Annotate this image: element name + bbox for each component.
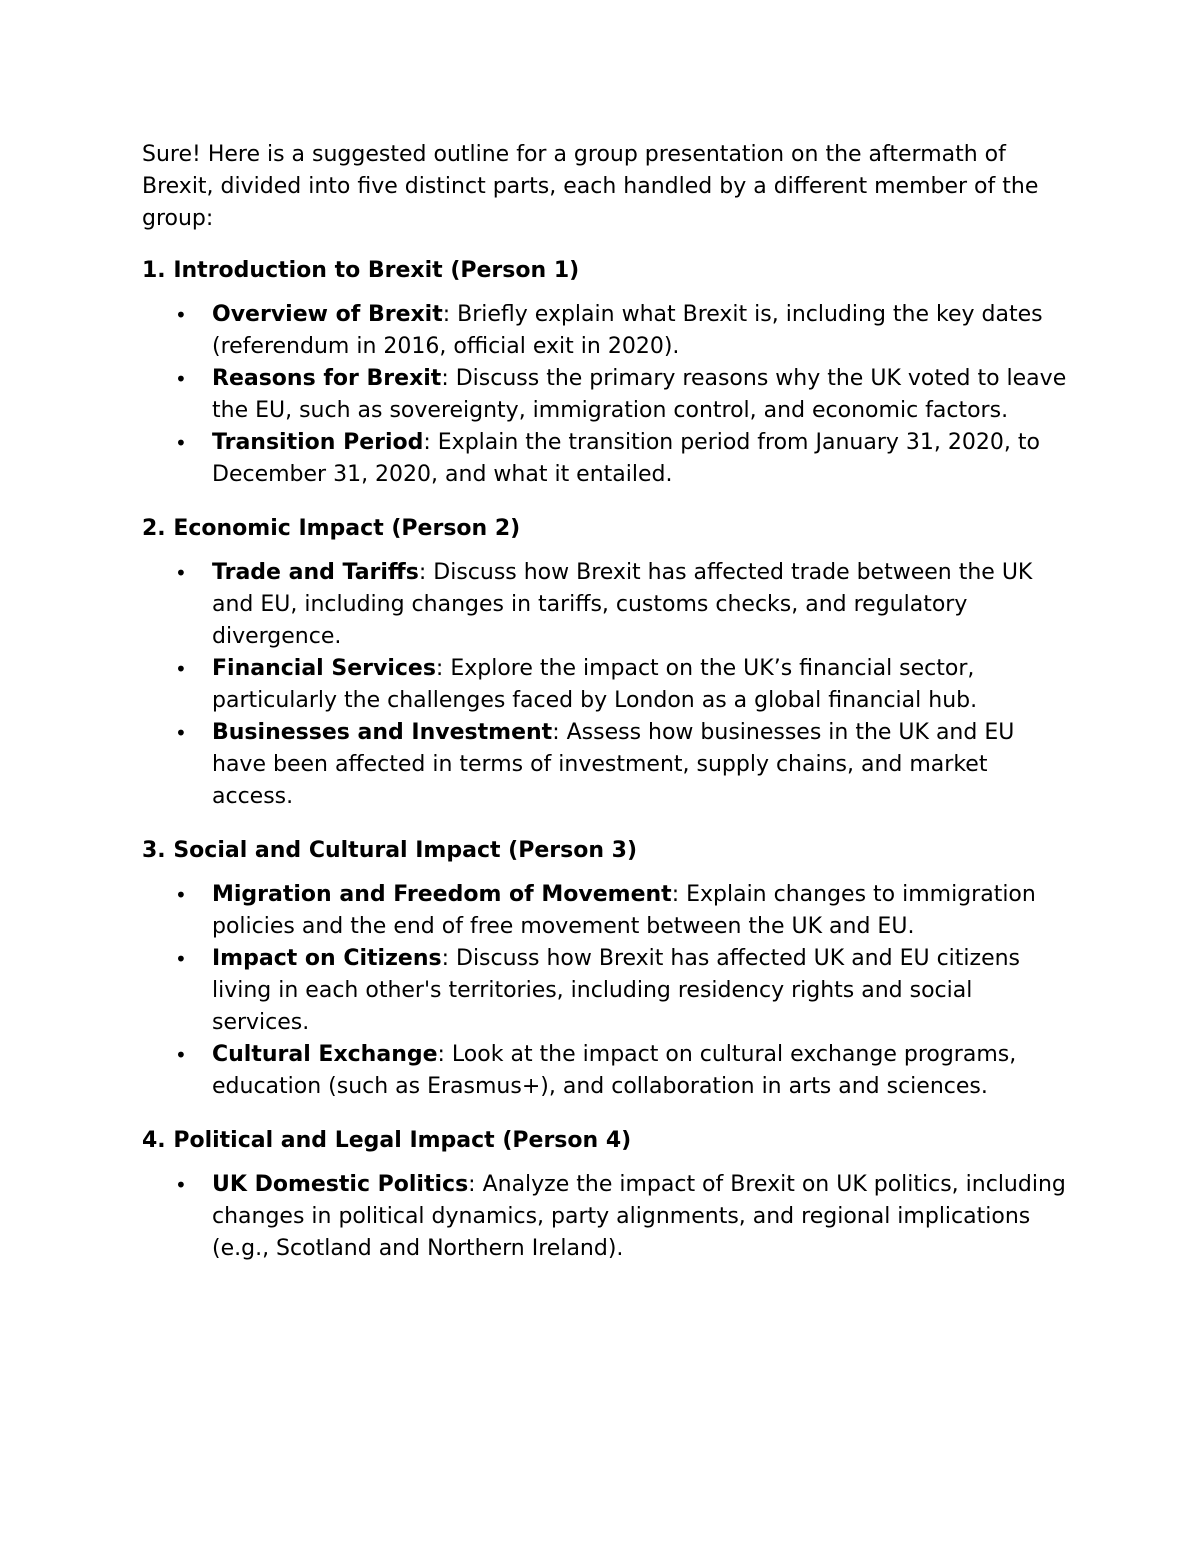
item-text: : Briefly explain what Brexit is, including the key dates (referendum in 2016, official exit in 2020).	[212, 302, 1043, 359]
item-term: Trade and Tariffs	[212, 560, 419, 585]
list-item	[142, 363, 1072, 427]
section-economic-impact	[142, 513, 1072, 813]
item-term: UK Domestic Politics	[212, 1172, 469, 1197]
bullet-icon: •	[175, 367, 187, 391]
list-item	[142, 1169, 1072, 1265]
item-term: Cultural Exchange	[212, 1042, 438, 1067]
bullet-icon: •	[175, 883, 187, 907]
item-text: : Discuss how Brexit has affected trade between the UK and EU, including changes in tariffs, customs checks, and regulatory divergence.	[212, 560, 1033, 649]
item-text: : Explain the transition period from January 31, 2020, to December 31, 2020, and what it entailed.	[212, 430, 1040, 487]
list-item	[142, 299, 1072, 363]
item-term: Transition Period	[212, 430, 424, 455]
list-item	[142, 427, 1072, 491]
bullet-icon: •	[175, 947, 187, 971]
list-item	[142, 653, 1072, 717]
section-heading: 1. Introduction to Brexit (Person 1)	[142, 258, 580, 283]
list-item	[142, 879, 1072, 943]
list-item	[142, 717, 1072, 813]
item-term: Reasons for Brexit	[212, 366, 442, 391]
item-text: : Explore the impact on the UK’s financial sector, particularly the challenges faced by London as a global financial hub.	[212, 656, 978, 713]
bullet-icon: •	[175, 303, 187, 327]
intro-paragraph: Sure! Here is a suggested outline for a group presentation on the aftermath of Brexit, divided into five distinct parts, each handled by a different member of the group:	[142, 142, 1039, 231]
bullet-icon: •	[175, 431, 187, 455]
bullet-icon: •	[175, 721, 187, 745]
item-term: Migration and Freedom of Movement	[212, 882, 672, 907]
section-political-legal-impact	[142, 1125, 1072, 1265]
bullet-icon: •	[175, 1173, 187, 1197]
bullet-list	[142, 1169, 1072, 1265]
list-item	[142, 943, 1072, 1039]
bullet-icon: •	[175, 657, 187, 681]
bullet-icon: •	[175, 1043, 187, 1067]
bullet-list	[142, 879, 1072, 1103]
item-text: : Assess how businesses in the UK and EU have been affected in terms of investment, supply chains, and market access.	[212, 720, 1015, 809]
item-term: Financial Services	[212, 656, 436, 681]
section-social-cultural-impact	[142, 835, 1072, 1103]
item-term: Overview of Brexit	[212, 302, 443, 327]
section-heading: 3. Social and Cultural Impact (Person 3)	[142, 838, 638, 863]
section-introduction	[142, 255, 1072, 491]
item-text: : Analyze the impact of Brexit on UK politics, including changes in political dynamics, party alignments, and regional implications (e.g., Scotland and Northern Ireland).	[212, 1172, 1066, 1261]
bullet-list	[142, 299, 1072, 491]
item-text: : Discuss the primary reasons why the UK voted to leave the EU, such as sovereignty, immigration control, and economic factors.	[212, 366, 1067, 423]
bullet-icon: •	[175, 561, 187, 585]
section-heading: 4. Political and Legal Impact (Person 4)	[142, 1128, 632, 1153]
item-term: Impact on Citizens	[212, 946, 442, 971]
list-item	[142, 557, 1072, 653]
list-item	[142, 1039, 1072, 1103]
item-text: : Discuss how Brexit has affected UK and EU citizens living in each other's territories, including residency rights and social services.	[212, 946, 1021, 1035]
section-heading: 2. Economic Impact (Person 2)	[142, 516, 521, 541]
item-text: : Explain changes to immigration policies and the end of free movement between the UK and EU.	[212, 882, 1036, 939]
bullet-list	[142, 557, 1072, 813]
item-text: : Look at the impact on cultural exchange programs, education (such as Erasmus+), and collaboration in arts and sciences.	[212, 1042, 1017, 1099]
document-body	[142, 139, 1072, 1287]
item-term: Businesses and Investment	[212, 720, 553, 745]
